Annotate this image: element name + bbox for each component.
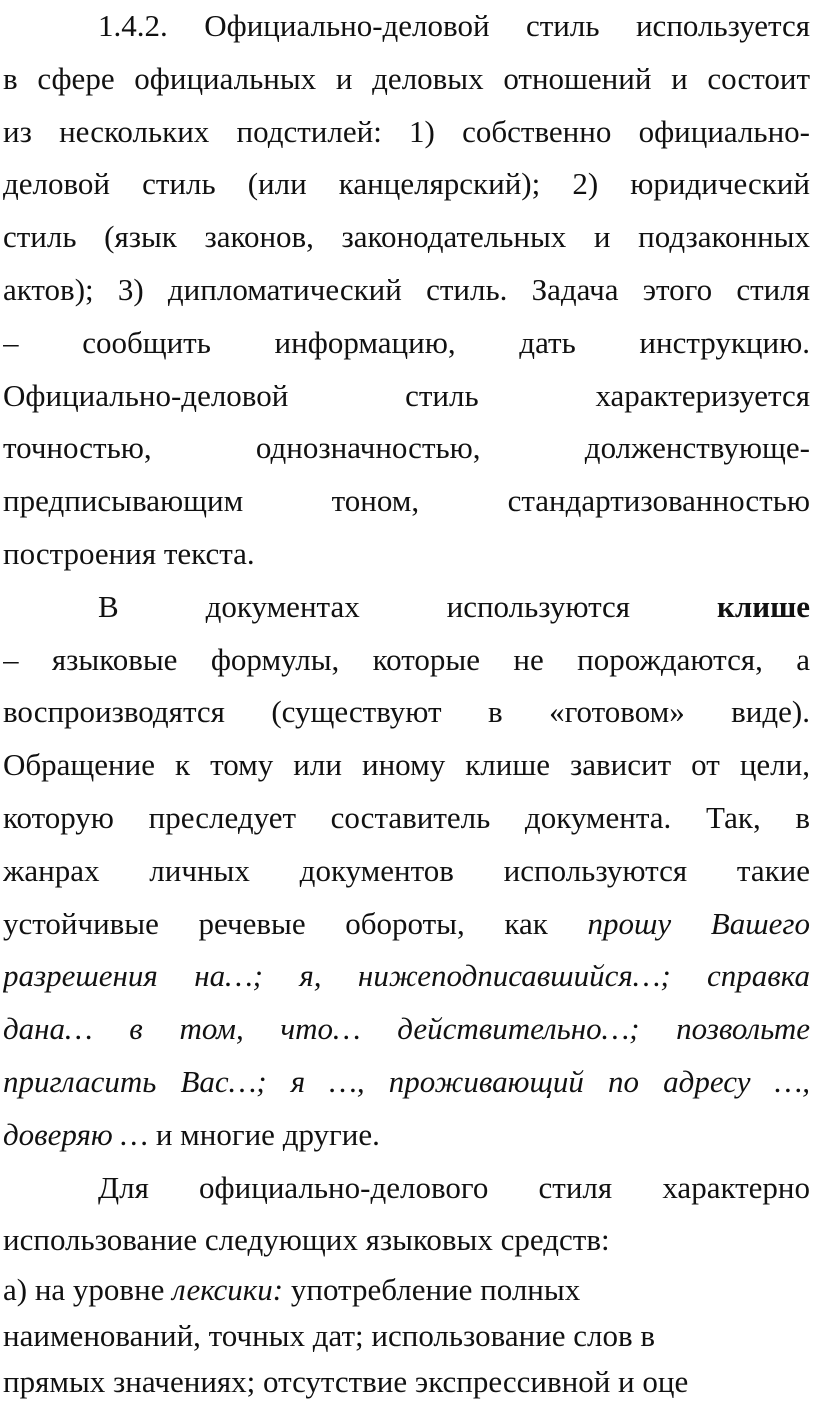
text-line: из нескольких подстилей: 1) собственно официально- [3, 113, 810, 149]
text-line [3, 1267, 810, 1313]
text-line: предписывающим тоном, стандартизованностью [3, 483, 810, 519]
text-line: построения текста. [3, 535, 255, 571]
text-line: – сообщить информацию, дать инструкцию. [3, 324, 810, 360]
italic-example-line: пригласить Вас…; я …, проживающий по адресу …, [3, 1063, 810, 1099]
text-line: в сфере официальных и деловых отношений и состоит [3, 60, 810, 96]
text-span: употребление полных [283, 1272, 581, 1308]
text-span: а) на уровне [3, 1272, 173, 1308]
italic-term: лексики: [172, 1272, 284, 1308]
paragraph-cliches [3, 581, 810, 1162]
italic-example: прошу Вашего [587, 905, 810, 941]
paragraph-official-style [3, 0, 810, 581]
text-line [3, 898, 810, 951]
text-line: наименований, точных дат; использование слов в [3, 1318, 656, 1354]
text-line: Официально-деловой стиль характеризуется [3, 377, 810, 413]
italic-example-line: разрешения на…; я, нижеподписавшийся…; справка [3, 958, 810, 994]
text-line [3, 581, 810, 634]
text-line: Для официально-делового стиля характерно [98, 1169, 810, 1205]
italic-example-line: дана… в том, что… действительно…; позвольте [3, 1011, 810, 1047]
text-line: 1.4.2. Официально-деловой стиль используется [98, 8, 810, 43]
text-line: воспроизводятся (существуют в «готовом» виде). [3, 694, 810, 730]
text-line: точностью, однозначностью, долженствующе- [3, 430, 810, 466]
text-span: устойчивые речевые обороты, как [3, 905, 588, 941]
text-line: жанрах личных документов используются такие [3, 852, 810, 888]
paragraph-lexical-level [3, 1267, 810, 1405]
bold-term: клише [716, 588, 810, 624]
text-span: В документах используются [98, 588, 717, 624]
text-line: которую преследует составитель документа. Так, в [3, 799, 810, 835]
italic-example: доверяю … [3, 1116, 149, 1152]
text-line: стиль (язык законов, законодательных и подзаконных [3, 219, 810, 255]
text-line: – языковые формулы, которые не порождаются, а [3, 641, 810, 677]
text-span: и многие другие. [148, 1116, 380, 1152]
text-line: деловой стиль (или канцелярский); 2) юридический [3, 166, 810, 202]
text-line: прямых значениях; отсутствие экспрессивной и оце [3, 1364, 689, 1400]
text-line: использование следующих языковых средств: [3, 1222, 610, 1258]
text-line: актов); 3) дипломатический стиль. Задача этого стиля [3, 271, 810, 307]
text-line: Обращение к тому или иному клише зависит от цели, [3, 747, 810, 783]
text-line [3, 1109, 810, 1162]
paragraph-language-means [3, 1162, 810, 1268]
